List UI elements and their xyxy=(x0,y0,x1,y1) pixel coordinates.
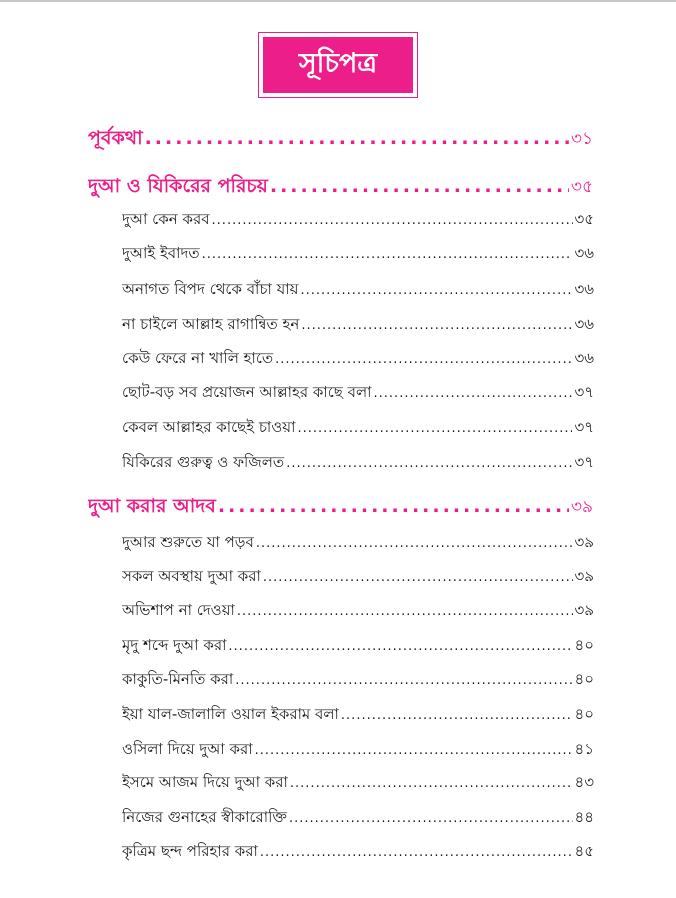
toc-page-number: ৩৬ xyxy=(574,349,594,367)
toc-page-number: ৩৫ xyxy=(570,177,593,197)
toc-item[interactable] xyxy=(122,599,594,624)
dot-leader xyxy=(212,213,573,228)
toc-page-number: ৩৬ xyxy=(574,315,594,333)
toc-page-number: ৩৭ xyxy=(574,453,594,471)
toc-item[interactable] xyxy=(122,208,594,233)
dot-leader xyxy=(145,127,569,149)
toc-page-number: ৪৪ xyxy=(574,808,594,826)
toc-item[interactable] xyxy=(122,531,594,556)
toc-item-title: ইসমে আজম দিয়ে দুআ করা xyxy=(122,773,288,791)
toc-page-number: ৩৬ xyxy=(574,280,594,298)
dot-leader xyxy=(275,352,572,367)
toc-item[interactable] xyxy=(122,771,594,796)
toc-item-title: অভিশাপ না দেওয়া xyxy=(122,601,235,619)
toc-item-title: ইয়া যাল-জালালি ওয়াল ইকরাম বলা xyxy=(122,705,339,723)
toc-item[interactable] xyxy=(122,313,594,338)
toc-page-number: ৩৬ xyxy=(574,244,594,262)
toc-item[interactable] xyxy=(122,416,594,441)
dot-leader xyxy=(289,811,573,826)
toc-item[interactable] xyxy=(122,451,594,476)
toc-item-title: অনাগত বিপদ থেকে বাঁচা যায় xyxy=(122,280,299,298)
dot-leader xyxy=(374,386,573,401)
toc-item-title: ছোট-বড় সব প্রয়োজন আল্লাহর কাছে বলা xyxy=(122,383,372,401)
toc-item[interactable] xyxy=(122,278,594,303)
dot-leader xyxy=(263,570,573,585)
toc-page-number: ৪১ xyxy=(574,740,594,758)
toc-section-entry[interactable] xyxy=(88,124,593,156)
toc-page-number: ৩৯ xyxy=(570,497,593,517)
toc-item[interactable] xyxy=(122,381,594,406)
title-frame xyxy=(258,32,418,98)
dot-leader xyxy=(255,743,573,758)
toc-section-entry[interactable] xyxy=(88,172,593,204)
dot-leader xyxy=(202,247,573,262)
dot-leader xyxy=(301,318,572,333)
toc-item[interactable] xyxy=(122,703,594,728)
toc-page-number: ৩৯ xyxy=(574,533,594,551)
toc-section-title: পূর্বকথা xyxy=(88,127,143,149)
toc-page-number: ৪০ xyxy=(574,705,594,723)
toc-section-title: দুআ করার আদব xyxy=(88,495,216,517)
toc-section-entry[interactable] xyxy=(88,492,593,524)
toc-page-number: ৩১ xyxy=(570,129,593,149)
toc-item[interactable] xyxy=(122,347,594,372)
toc-item[interactable] xyxy=(122,840,594,865)
toc-item-title: সকল অবস্থায় দুআ করা xyxy=(122,567,261,585)
dot-leader xyxy=(256,536,573,551)
toc-page-number: ৩৯ xyxy=(574,567,594,585)
toc-item-title: যিকিরের গুরুত্ব ও ফজিলত xyxy=(122,453,285,471)
dot-leader xyxy=(286,456,572,471)
toc-item-title: দুআর শুরুতে যা পড়ব xyxy=(122,533,254,551)
toc-item-title: দুআ কেন করব xyxy=(122,210,210,228)
top-border xyxy=(0,0,676,2)
toc-page-number: ৩৭ xyxy=(574,418,594,436)
toc-page-number: ৩৭ xyxy=(574,383,594,401)
toc-item-title: কেবল আল্লাহর কাছেই চাওয়া xyxy=(122,418,296,436)
toc-section-title: দুআ ও যিকিরের পরিচয় xyxy=(88,175,268,197)
toc-item-title: দুআই ইবাদত xyxy=(122,244,200,262)
dot-leader xyxy=(270,175,569,197)
toc-page-number: ৩৫ xyxy=(574,210,594,228)
toc-page-number: ৪০ xyxy=(574,670,594,688)
toc-item[interactable] xyxy=(122,806,594,831)
page-title: সূচিপত্র xyxy=(263,37,413,93)
toc-item-title: ওসিলা দিয়ে দুআ করা xyxy=(122,740,253,758)
toc-item-title: মৃদু শব্দে দুআ করা xyxy=(122,636,227,654)
toc-item-title: কৃত্রিম ছন্দ পরিহার করা xyxy=(122,842,258,860)
toc-page-number: ৩৯ xyxy=(574,601,594,619)
dot-leader xyxy=(228,639,572,654)
toc-page-number: ৪০ xyxy=(574,636,594,654)
toc-page-number: ৪৩ xyxy=(574,773,594,791)
dot-leader xyxy=(298,421,573,436)
toc-item-title: নিজের গুনাহের স্বীকারোক্তি xyxy=(122,808,287,826)
dot-leader xyxy=(341,708,573,723)
toc-item[interactable] xyxy=(122,242,594,267)
toc-item-title: কাকুতি-মিনতি করা xyxy=(122,670,234,688)
dot-leader xyxy=(290,776,573,791)
toc-item[interactable] xyxy=(122,565,594,590)
toc-item[interactable] xyxy=(122,634,594,659)
toc-item[interactable] xyxy=(122,668,594,693)
dot-leader xyxy=(237,604,573,619)
toc-item-title: কেউ ফেরে না খালি হাতে xyxy=(122,349,274,367)
toc-item-title: না চাইলে আল্লাহ রাগান্বিত হন xyxy=(122,315,300,333)
dot-leader xyxy=(235,673,572,688)
toc-page-number: ৪৫ xyxy=(574,842,594,860)
dot-leader xyxy=(260,845,573,860)
toc-item[interactable] xyxy=(122,738,594,763)
dot-leader xyxy=(300,283,572,298)
dot-leader xyxy=(218,495,569,517)
